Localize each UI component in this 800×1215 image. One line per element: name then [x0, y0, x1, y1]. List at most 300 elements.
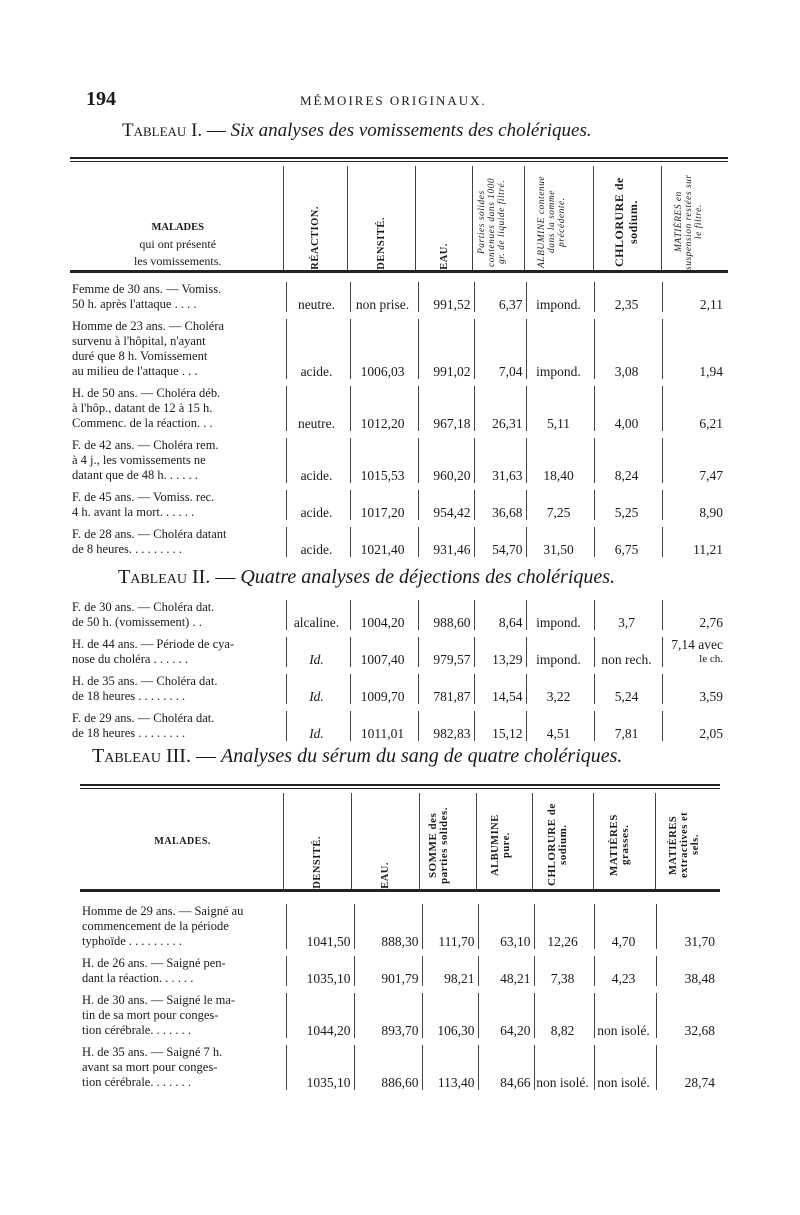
reaction-value: acide.	[300, 542, 333, 557]
malade-line: 4 h. avant la mort. . . . . .	[72, 505, 195, 519]
eau-cell	[418, 527, 474, 557]
chlorure-value: 7,81	[614, 726, 639, 741]
eau-value: 893,70	[381, 1023, 419, 1038]
reaction-cell	[286, 637, 350, 667]
eau-value: 901,79	[381, 971, 419, 986]
albumine-cell	[526, 490, 594, 520]
densite-cell	[350, 386, 418, 431]
parties-cell	[474, 319, 526, 379]
chlorure-value: 8,82	[550, 1023, 575, 1038]
densite-cell	[286, 956, 354, 986]
eau-cell	[418, 600, 474, 630]
reaction-cell	[286, 490, 350, 520]
albumine-value: 84,66	[500, 1075, 531, 1090]
densite-value: 1035,10	[306, 971, 351, 986]
header-albumine: ALBUMINE contenue dans la somme précédente.	[537, 175, 568, 269]
matieres-cell	[662, 637, 726, 667]
reaction-value: acide.	[300, 364, 333, 379]
table-row	[82, 993, 718, 1038]
rule	[80, 889, 720, 892]
chlorure-value: 3,7	[618, 615, 635, 630]
row-spacer	[72, 431, 726, 438]
albumine-cell	[478, 993, 534, 1038]
grasses-cell	[594, 904, 656, 949]
densite-value: 1006,03	[360, 364, 405, 379]
table-row	[82, 904, 718, 949]
matieres-cell	[662, 600, 726, 630]
densite-value: 1012,20	[360, 416, 405, 431]
header-matieres: MATIÈRES en suspension restées sur le filtre.	[674, 174, 705, 270]
header-densite: DENSITÉ.	[312, 836, 324, 889]
reaction-value: acide.	[300, 505, 333, 520]
somme-value: 98,21	[444, 971, 475, 986]
reaction-value: neutre.	[297, 416, 336, 431]
densite-cell	[286, 904, 354, 949]
chlorure-value: 7,38	[550, 971, 575, 986]
chlorure-value: 2,35	[614, 297, 639, 312]
chlorure-value: 3,08	[614, 364, 639, 379]
eau-value: 931,46	[433, 542, 471, 557]
table3-caption: Analyses du sérum du sang de quatre cholériques.	[220, 745, 623, 767]
albumine-cell	[478, 1045, 534, 1090]
eau-value: 886,60	[381, 1075, 419, 1090]
row-spacer	[72, 704, 726, 711]
eau-value: 982,83	[433, 726, 471, 741]
malade-description	[72, 600, 286, 630]
densite-cell	[350, 527, 418, 557]
table-row	[82, 956, 718, 986]
malade-line: F. de 29 ans. — Choléra dat.	[72, 711, 215, 725]
malade-line: de 50 h. (vomissement) . .	[72, 615, 202, 629]
eau-value: 960,20	[433, 468, 471, 483]
malade-description	[72, 711, 286, 741]
somme-cell	[422, 956, 478, 986]
chlorure-value: 5,24	[614, 689, 639, 704]
matieres-value: 11,21	[693, 542, 723, 557]
row-spacer	[82, 986, 718, 993]
reaction-cell	[286, 711, 350, 741]
table-row	[72, 490, 726, 520]
albumine-value: impond.	[536, 652, 581, 667]
table-row	[72, 674, 726, 704]
malade-description	[72, 282, 286, 312]
chlorure-cell	[594, 386, 662, 431]
densite-cell	[350, 637, 418, 667]
densite-cell	[350, 319, 418, 379]
eau-cell	[418, 282, 474, 312]
parties-cell	[474, 386, 526, 431]
table1-caption: Six analyses des vomissements des cholériques.	[230, 120, 592, 141]
rule	[70, 270, 728, 273]
malade-line: à 4 j., les vomissements ne	[72, 453, 206, 467]
page-number: 194	[86, 88, 116, 110]
malade-line: F. de 45 ans. — Vomiss. rec.	[72, 490, 215, 504]
densite-value: 1004,20	[360, 615, 405, 630]
eau-cell	[418, 319, 474, 379]
parties-value: 54,70	[492, 542, 523, 557]
albumine-cell	[526, 527, 594, 557]
grasses-value: non isolé.	[597, 1075, 650, 1090]
extractives-value: 31,70	[684, 934, 715, 949]
table-row	[72, 600, 726, 630]
parties-value: 7,04	[498, 364, 523, 379]
matieres-cell	[662, 711, 726, 741]
parties-value: 14,54	[492, 689, 523, 704]
header-eau: EAU.	[380, 862, 392, 889]
densite-cell	[286, 1045, 354, 1090]
chlorure-cell	[594, 600, 662, 630]
row-spacer	[72, 557, 726, 564]
header-reaction: RÉACTION.	[310, 206, 322, 270]
table3-label: Tableau III.	[92, 745, 191, 767]
matieres-cell	[662, 527, 726, 557]
densite-cell	[350, 282, 418, 312]
albumine-cell	[478, 904, 534, 949]
matieres-cell	[662, 386, 726, 431]
row-spacer	[72, 483, 726, 490]
densite-value: 1035,10	[306, 1075, 351, 1090]
grasses-cell	[594, 993, 656, 1038]
malade-description	[82, 993, 286, 1038]
densite-cell	[350, 438, 418, 483]
title-dash: —	[215, 566, 236, 588]
header-grasses: MATIÈRES grasses.	[607, 814, 631, 876]
albumine-cell	[526, 600, 594, 630]
parties-value: 15,12	[492, 726, 523, 741]
rule	[80, 788, 720, 789]
extractives-cell	[656, 993, 718, 1038]
reaction-cell	[286, 600, 350, 630]
somme-value: 113,40	[437, 1075, 475, 1090]
albumine-value: 3,22	[546, 689, 571, 704]
chlorure-cell	[534, 993, 594, 1038]
parties-cell	[474, 711, 526, 741]
header-densite: DENSITÉ.	[376, 217, 388, 270]
matieres-value: 8,90	[699, 505, 723, 520]
extractives-cell	[656, 956, 718, 986]
rule	[70, 161, 728, 162]
header-eau: EAU.	[438, 243, 450, 270]
header-malades: MALADES.	[154, 835, 211, 847]
header-parties-solides: Parties solides contenues dans 1000 gr. de liquide filtré.	[476, 177, 507, 267]
table-row	[72, 637, 726, 667]
chlorure-cell	[594, 711, 662, 741]
matieres-value: 2,11	[699, 297, 723, 312]
table-row	[82, 1045, 718, 1090]
table-row	[72, 527, 726, 557]
chlorure-value: 5,25	[614, 505, 639, 520]
albumine-value: impond.	[536, 615, 581, 630]
malade-description	[72, 319, 286, 379]
malade-line: H. de 35 ans. — Choléra dat.	[72, 674, 218, 688]
header-malades: MALADES qui ont présenté les vomissements.	[134, 222, 222, 268]
malade-line: H. de 35 ans. — Saigné 7 h.	[82, 1045, 223, 1059]
densite-value: 1011,01	[360, 726, 405, 741]
table-row	[72, 282, 726, 312]
chlorure-cell	[594, 282, 662, 312]
reaction-cell	[286, 674, 350, 704]
matieres-value: 6,21	[699, 416, 723, 431]
chlorure-cell	[534, 1045, 594, 1090]
malade-line: F. de 30 ans. — Choléra dat.	[72, 600, 215, 614]
table2-caption: Quatre analyses de déjections des cholériques.	[240, 566, 616, 588]
parties-cell	[474, 438, 526, 483]
row-spacer	[72, 630, 726, 637]
chlorure-cell	[594, 319, 662, 379]
header-extractives: MATIÈRES extractives et sels.	[668, 811, 702, 879]
somme-cell	[422, 904, 478, 949]
somme-cell	[422, 993, 478, 1038]
table1-header	[72, 166, 726, 270]
table1-body	[72, 282, 726, 564]
albumine-cell	[526, 282, 594, 312]
parties-value: 6,37	[498, 297, 523, 312]
malade-description	[82, 904, 286, 949]
chlorure-cell	[534, 904, 594, 949]
albumine-value: impond.	[536, 297, 581, 312]
parties-cell	[474, 600, 526, 630]
malade-line: datant que de 48 h. . . . . .	[72, 468, 199, 482]
row-spacer	[82, 949, 718, 956]
reaction-value: Id.	[309, 652, 324, 667]
eau-cell	[354, 904, 422, 949]
malade-line: Homme de 29 ans. — Saigné au	[82, 904, 244, 918]
malade-line: dant la réaction. . . . . .	[82, 971, 194, 985]
malade-line: duré que 8 h. Vomissement	[72, 349, 208, 363]
row-spacer	[72, 312, 726, 319]
densite-value: 1009,70	[360, 689, 405, 704]
malade-line: F. de 28 ans. — Choléra datant	[72, 527, 227, 541]
albumine-value: 64,20	[500, 1023, 531, 1038]
densite-value: 1041,50	[306, 934, 351, 949]
grasses-cell	[594, 956, 656, 986]
grasses-value: 4,23	[611, 971, 636, 986]
eau-value: 988,60	[433, 615, 471, 630]
eau-cell	[418, 386, 474, 431]
chlorure-cell	[594, 527, 662, 557]
densite-cell	[350, 711, 418, 741]
matieres-value: 7,14 avec	[671, 637, 723, 652]
densite-value: 1015,53	[360, 468, 405, 483]
matieres-value: 3,59	[699, 689, 723, 704]
malade-description	[72, 527, 286, 557]
table-row	[72, 711, 726, 741]
malade-description	[82, 1045, 286, 1090]
parties-cell	[474, 674, 526, 704]
parties-cell	[474, 527, 526, 557]
densite-value: 1017,20	[360, 505, 405, 520]
table2-body	[72, 600, 726, 748]
matieres-cell	[662, 490, 726, 520]
malade-line: H. de 30 ans. — Saigné le ma-	[82, 993, 236, 1007]
malade-line: survenu à l'hôpital, n'ayant	[72, 334, 206, 348]
table1-label: Tableau I.	[122, 120, 203, 141]
chlorure-value: non isolé.	[536, 1075, 589, 1090]
albumine-value: 31,50	[543, 542, 574, 557]
table-row	[72, 386, 726, 431]
densite-cell	[350, 674, 418, 704]
grasses-value: 4,70	[611, 934, 636, 949]
matieres-value: 7,47	[699, 468, 723, 483]
parties-cell	[474, 282, 526, 312]
title-dash: —	[195, 745, 216, 767]
malade-line: tion cérébrale. . . . . . .	[82, 1075, 191, 1089]
malade-line: F. de 42 ans. — Choléra rem.	[72, 438, 219, 452]
eau-value: 954,42	[433, 505, 471, 520]
reaction-cell	[286, 527, 350, 557]
header-albumine: ALBUMINE pure.	[489, 814, 512, 876]
table2-label: Tableau II.	[118, 566, 211, 588]
albumine-value: 7,25	[546, 505, 571, 520]
malade-line: de 8 heures. . . . . . . . .	[72, 542, 183, 556]
eau-cell	[354, 956, 422, 986]
reaction-cell	[286, 438, 350, 483]
matieres-cell	[662, 674, 726, 704]
malade-line: avant sa mort pour conges-	[82, 1060, 218, 1074]
eau-value: 888,30	[381, 934, 419, 949]
matieres-value: 2,05	[699, 726, 723, 741]
malade-line: 50 h. après l'attaque . . . .	[72, 297, 197, 311]
malade-line: de 18 heures . . . . . . . .	[72, 726, 186, 740]
reaction-value: alcaline.	[293, 615, 340, 630]
extractives-value: 28,74	[684, 1075, 715, 1090]
albumine-value: 5,11	[546, 416, 571, 431]
eau-value: 979,57	[433, 652, 471, 667]
rule	[70, 157, 728, 159]
running-head: MÉMOIRES ORIGINAUX.	[300, 93, 487, 108]
albumine-cell	[478, 956, 534, 986]
chlorure-value: 12,26	[547, 934, 578, 949]
malade-description	[72, 438, 286, 483]
malade-line: Homme de 23 ans. — Choléra	[72, 319, 225, 333]
chlorure-cell	[534, 956, 594, 986]
eau-value: 781,87	[433, 689, 471, 704]
eau-value: 991,02	[433, 364, 471, 379]
table1-title	[122, 120, 592, 142]
extractives-value: 32,68	[684, 1023, 715, 1038]
matieres-value: 1,94	[699, 364, 723, 379]
albumine-value: 63,10	[500, 934, 531, 949]
malade-line: H. de 50 ans. — Choléra déb.	[72, 386, 221, 400]
malade-line: tion cérébrale. . . . . . .	[82, 1023, 191, 1037]
grasses-cell	[594, 1045, 656, 1090]
densite-value: non prise.	[355, 297, 410, 312]
malade-line: au milieu de l'attaque . . .	[72, 364, 198, 378]
albumine-value: 4,51	[546, 726, 571, 741]
malade-line: Commenc. de la réaction. . .	[72, 416, 213, 430]
parties-value: 8,64	[498, 615, 523, 630]
albumine-value: impond.	[536, 364, 581, 379]
malade-line: de 18 heures . . . . . . . .	[72, 689, 186, 703]
parties-value: 31,63	[492, 468, 523, 483]
malade-description	[72, 637, 286, 667]
eau-value: 967,18	[433, 416, 471, 431]
matieres-cell	[662, 282, 726, 312]
malade-line: H. de 44 ans. — Période de cya-	[72, 637, 235, 651]
albumine-cell	[526, 637, 594, 667]
header-chlorure: CHLORURE de sodium.	[546, 803, 570, 887]
chlorure-cell	[594, 490, 662, 520]
albumine-value: 18,40	[543, 468, 574, 483]
densite-value: 1007,40	[360, 652, 405, 667]
chlorure-value: 8,24	[614, 468, 639, 483]
densite-cell	[286, 993, 354, 1038]
parties-cell	[474, 490, 526, 520]
malade-description	[82, 956, 286, 986]
malade-line: commencement de la période	[82, 919, 229, 933]
eau-cell	[418, 711, 474, 741]
malade-description	[72, 674, 286, 704]
malade-line: tin de sa mort pour conges-	[82, 1008, 219, 1022]
chlorure-value: non rech.	[601, 652, 652, 667]
malade-line: nose du choléra . . . . . .	[72, 652, 188, 666]
eau-cell	[418, 438, 474, 483]
reaction-cell	[286, 282, 350, 312]
header-somme: SOMME des parties solides.	[427, 806, 451, 884]
reaction-value: Id.	[309, 689, 324, 704]
table2-title	[118, 566, 615, 589]
chlorure-value: 4,00	[614, 416, 639, 431]
parties-value: 26,31	[492, 416, 523, 431]
row-spacer	[72, 379, 726, 386]
parties-value: 13,29	[492, 652, 523, 667]
malade-description	[72, 490, 286, 520]
densite-value: 1044,20	[306, 1023, 351, 1038]
table3-header	[82, 793, 718, 889]
eau-cell	[354, 993, 422, 1038]
albumine-cell	[526, 711, 594, 741]
malade-line: typhoïde . . . . . . . . .	[82, 934, 182, 948]
row-spacer	[82, 1038, 718, 1045]
somme-value: 106,30	[437, 1023, 475, 1038]
row-spacer	[72, 520, 726, 527]
matieres-value: 2,76	[699, 615, 723, 630]
malade-description	[72, 386, 286, 431]
densite-cell	[350, 490, 418, 520]
matieres-cell	[662, 319, 726, 379]
extractives-cell	[656, 1045, 718, 1090]
somme-value: 111,70	[438, 934, 475, 949]
reaction-value: acide.	[300, 468, 333, 483]
table3-title	[92, 745, 622, 768]
albumine-cell	[526, 438, 594, 483]
row-spacer	[72, 667, 726, 674]
header-chlorure: CHLORURE de sodium.	[611, 177, 640, 267]
row-spacer	[82, 1090, 718, 1097]
matieres-note: le ch.	[699, 653, 723, 665]
eau-cell	[418, 674, 474, 704]
extractives-value: 38,48	[684, 971, 715, 986]
malade-line: H. de 26 ans. — Saigné pen-	[82, 956, 226, 970]
densite-value: 1021,40	[360, 542, 405, 557]
albumine-value: 48,21	[500, 971, 531, 986]
eau-cell	[418, 637, 474, 667]
reaction-value: Id.	[309, 726, 324, 741]
malade-line: Femme de 30 ans. — Vomiss.	[72, 282, 222, 296]
title-dash: —	[206, 120, 226, 141]
reaction-cell	[286, 386, 350, 431]
densite-cell	[350, 600, 418, 630]
table-row	[72, 319, 726, 379]
chlorure-cell	[594, 674, 662, 704]
albumine-cell	[526, 319, 594, 379]
matieres-cell	[662, 438, 726, 483]
reaction-cell	[286, 319, 350, 379]
parties-cell	[474, 637, 526, 667]
table-row	[72, 438, 726, 483]
grasses-value: non isolé.	[597, 1023, 650, 1038]
eau-value: 991,52	[433, 297, 471, 312]
